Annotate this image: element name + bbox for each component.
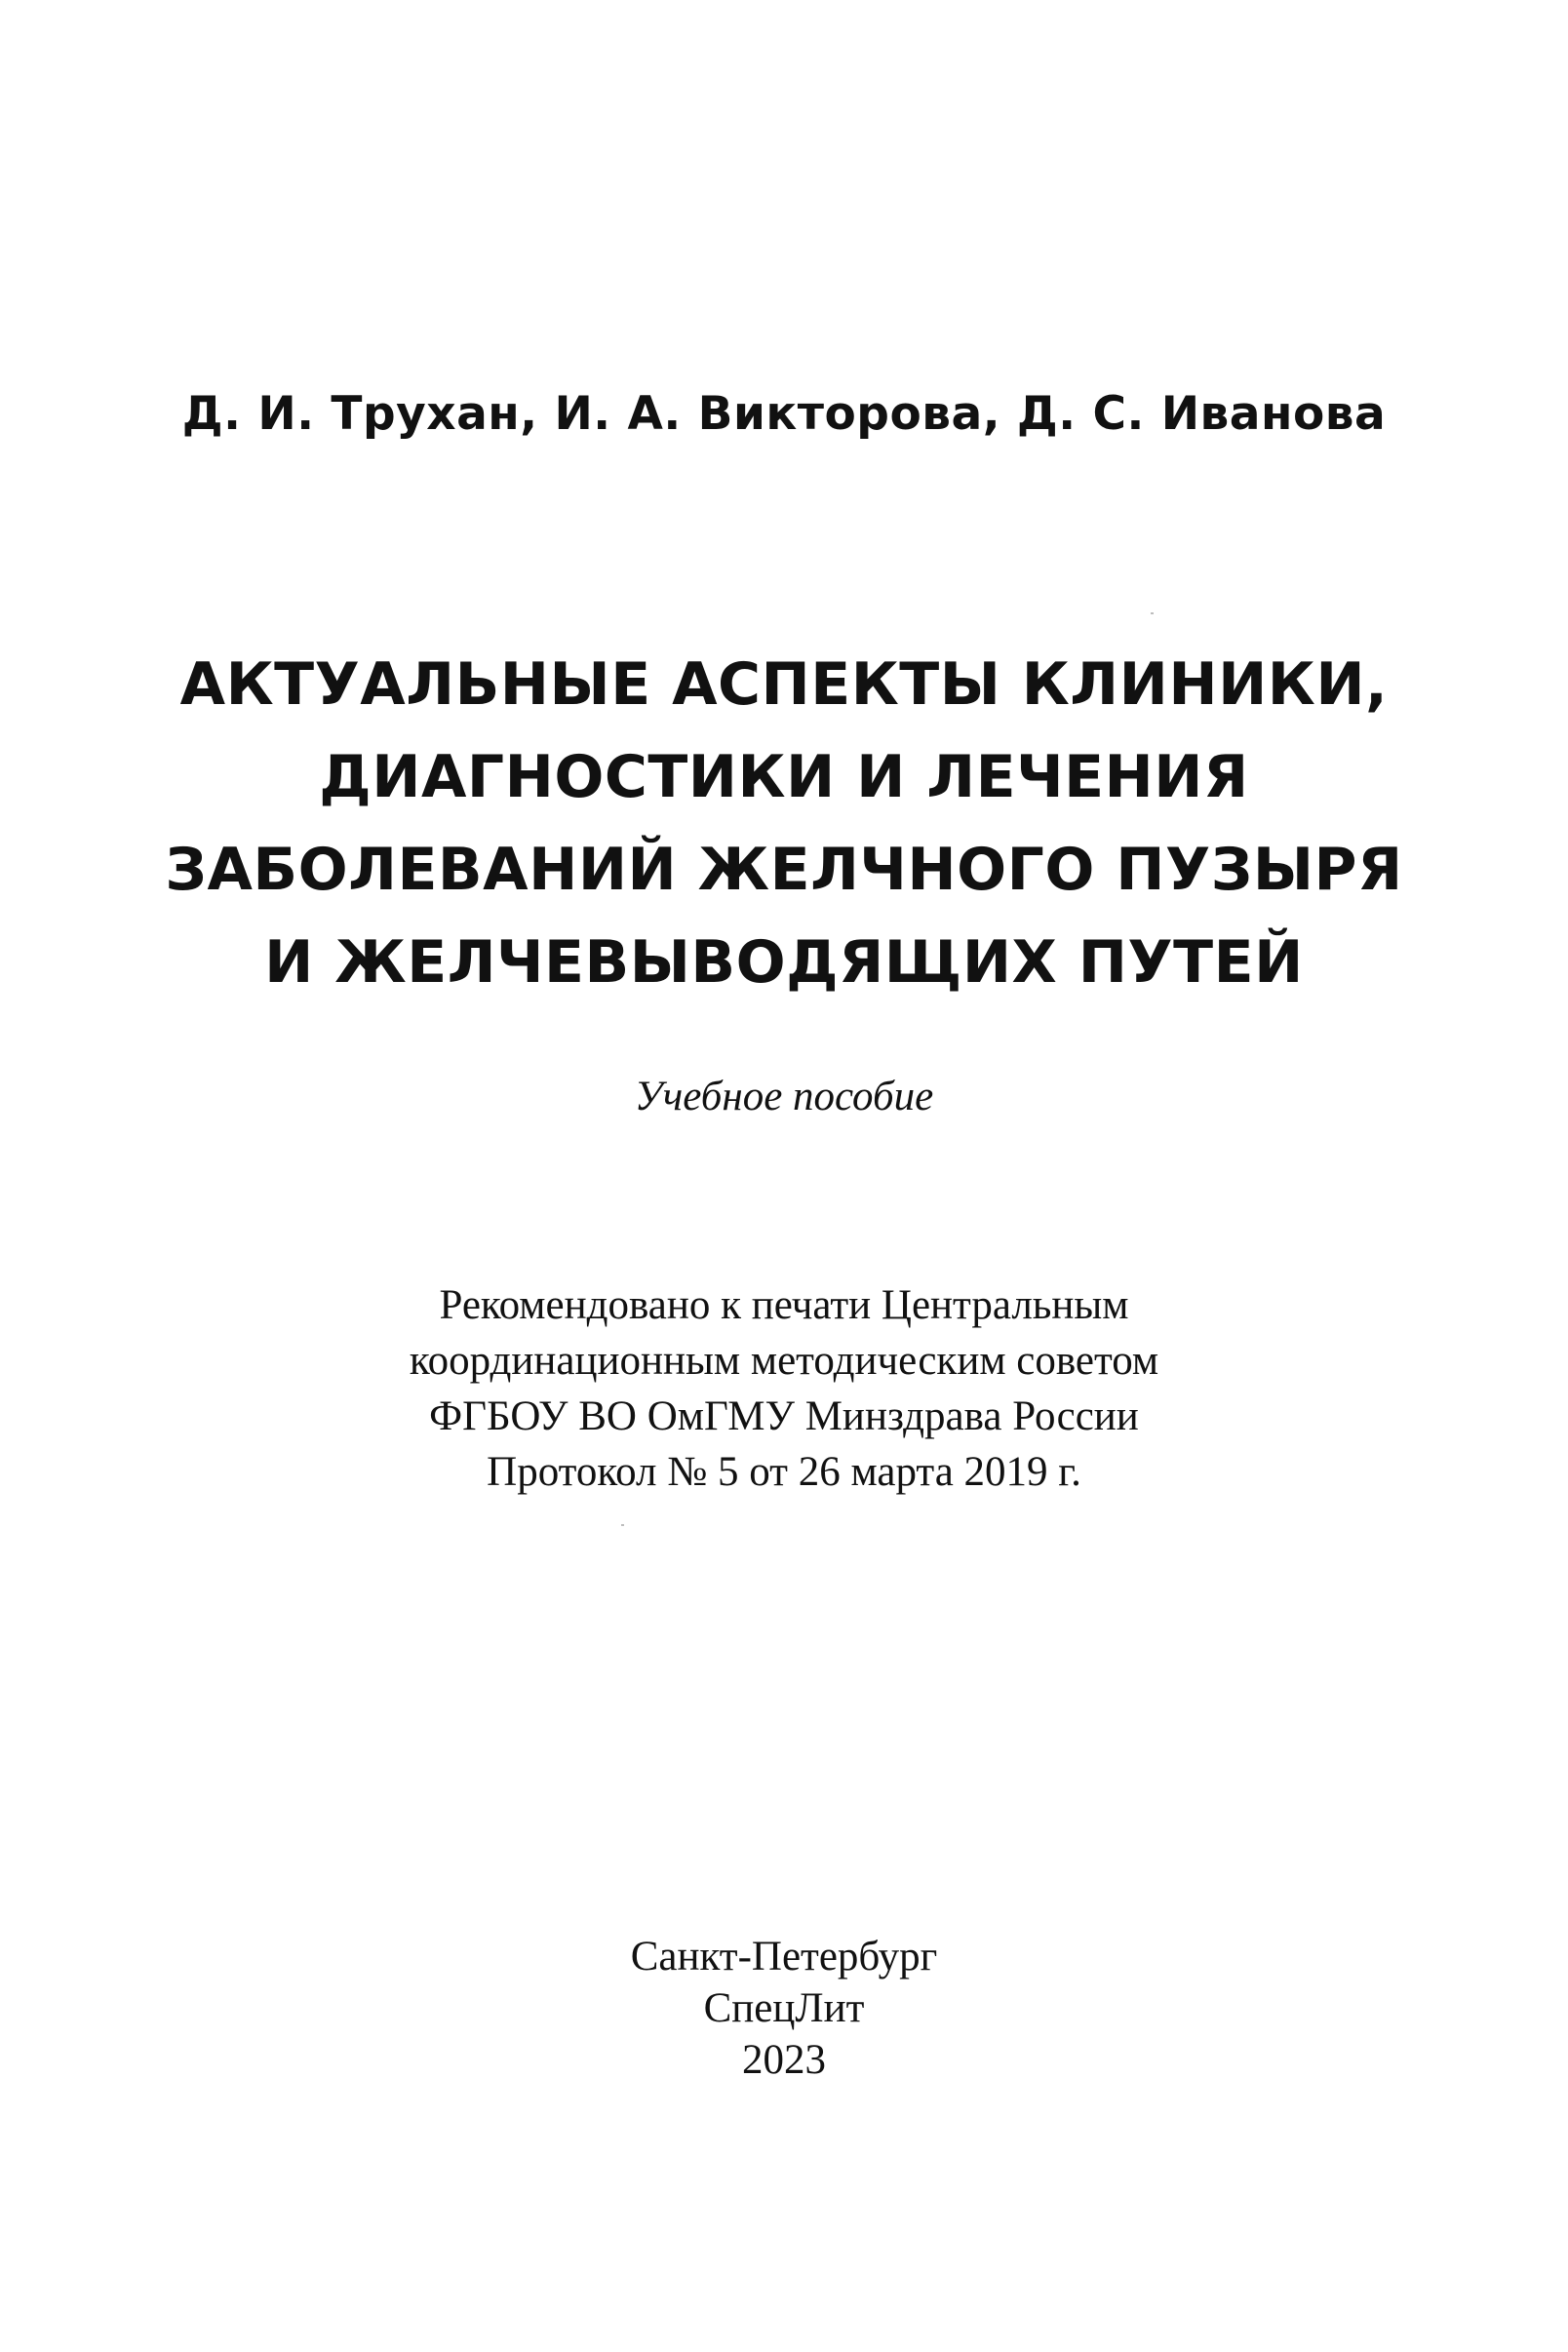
approval-line-1: Рекомендовано к печати Центральным: [439, 1282, 1129, 1328]
imprint-city: Санкт-Петербург: [630, 1934, 938, 1980]
approval-line-3: ФГБОУ ВО ОмГМУ Минздрава России: [429, 1393, 1139, 1439]
scan-speck: [1151, 612, 1154, 614]
imprint-publisher: СпецЛит: [703, 1985, 865, 2031]
authors: Д. И. Трухан, И. А. Викторова, Д. С. Иванова: [181, 387, 1387, 441]
approval-line-2: координационным методическим советом: [409, 1338, 1159, 1384]
scan-speck: [621, 1524, 624, 1526]
book-title-line-2: ДИАГНОСТИКИ И ЛЕЧЕНИЯ: [319, 743, 1249, 811]
book-title-line-3: ЗАБОЛЕВАНИЙ ЖЕЛЧНОГО ПУЗЫРЯ: [165, 836, 1403, 904]
book-title-line-4: И ЖЕЛЧЕВЫВОДЯЩИХ ПУТЕЙ: [264, 928, 1304, 997]
approval-note: [0, 1277, 1568, 1500]
approval-line-4: Протокол № 5 от 26 марта 2019 г.: [487, 1449, 1081, 1495]
imprint-year: 2023: [742, 2037, 826, 2083]
book-title: [0, 639, 1568, 1009]
book-title-line-1: АКТУАЛЬНЫЕ АСПЕКТЫ КЛИНИКИ,: [179, 650, 1389, 719]
imprint: [0, 1931, 1568, 2086]
book-subtitle: Учебное пособие: [634, 1074, 934, 1119]
